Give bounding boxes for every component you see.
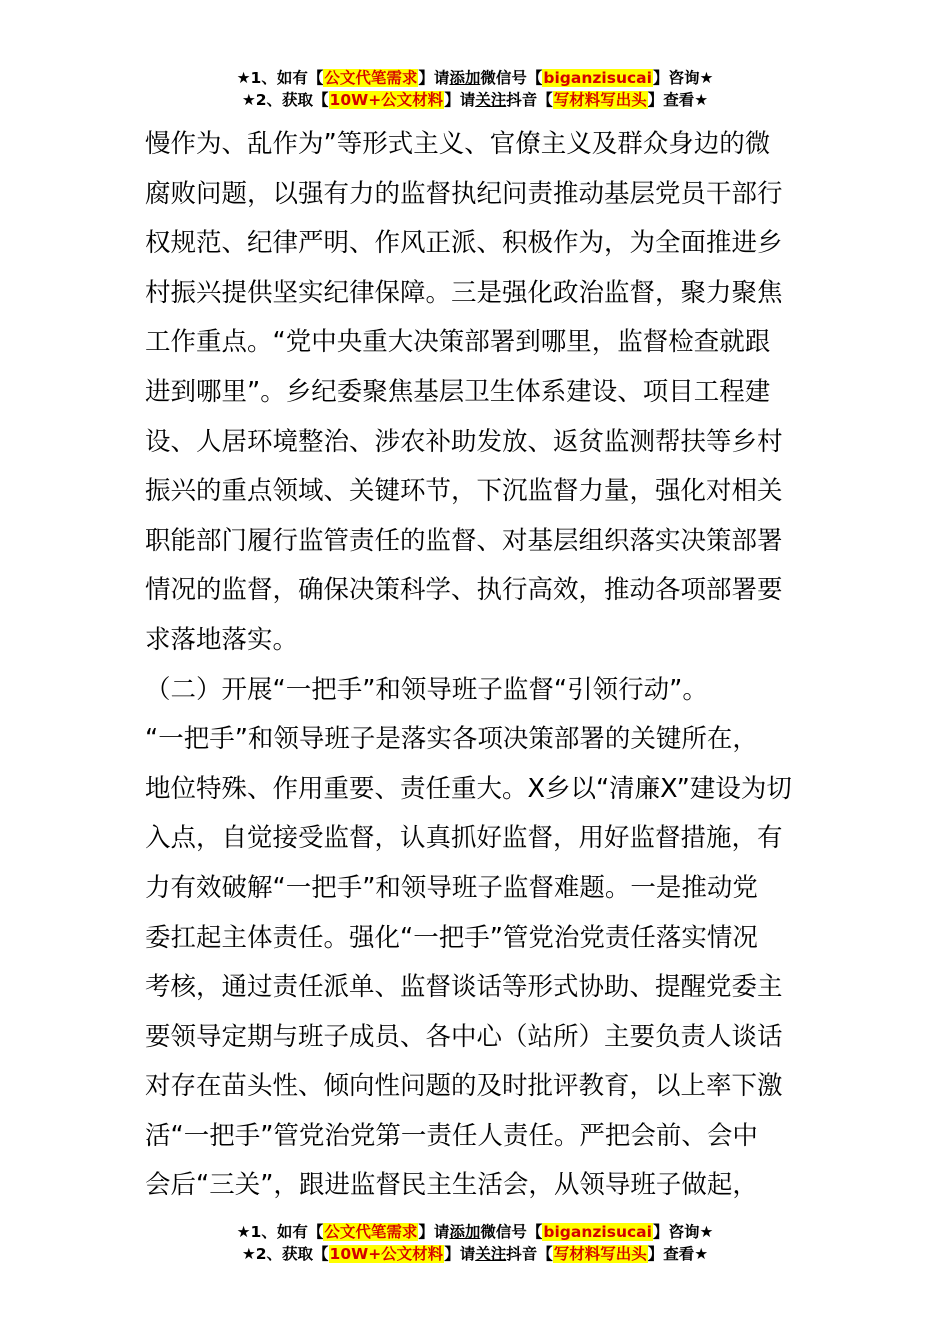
body-line: 振兴的重点领域、关键环节，下沉监督力量，强化对相关 — [145, 476, 783, 507]
header-ad — [0, 67, 950, 111]
body-line: “一把手”和领导班子是落实各项决策部署的关键所在， — [145, 724, 758, 755]
body-line: 考核，通过责任派单、监督谈话等形式协助、提醒党委主 — [145, 972, 783, 1003]
highlight-materials: 10W+公文材料 — [329, 91, 444, 109]
footer-ad-line-1: ★1、如有【公文代笔需求】请添加微信号【biganzisucai】咨询★ — [236, 1223, 714, 1241]
document-body — [145, 120, 815, 1211]
highlight-wechat-id: biganzisucai — [543, 1223, 652, 1241]
body-line: 对存在苗头性、倾向性问题的及时批评教育，以上率下激 — [145, 1071, 783, 1102]
body-line: 权规范、纪律严明、作风正派、积极作为，为全面推进乡 — [145, 228, 783, 259]
body-line: 委扛起主体责任。强化“一把手”管党治党责任落实情况 — [145, 922, 758, 953]
body-line: 职能部门履行监管责任的监督、对基层组织落实决策部署 — [145, 525, 783, 556]
highlight-wechat-id: biganzisucai — [543, 69, 652, 87]
highlight-service: 公文代笔需求 — [324, 1223, 418, 1241]
body-line: 情况的监督，确保决策科学、执行高效，推动各项部署要 — [145, 575, 783, 606]
highlight-douyin: 写材料写出头 — [553, 1245, 647, 1263]
body-line: 工作重点。“党中央重大决策部署到哪里，监督检查就跟 — [145, 327, 771, 358]
body-line: 活“一把手”管党治党第一责任人责任。严把会前、会中 — [145, 1120, 758, 1151]
body-line: 进到哪里”。乡纪委聚焦基层卫生体系建设、项目工程建 — [145, 376, 771, 407]
body-line: 会后“三关”，跟进监督民主生活会，从领导班子做起， — [145, 1170, 758, 1201]
highlight-douyin: 写材料写出头 — [553, 91, 647, 109]
body-line: 地位特殊、作用重要、责任重大。X乡以“清廉X”建设为切 — [145, 773, 792, 804]
body-line: 腐败问题，以强有力的监督执纪问责推动基层党员干部行 — [145, 178, 783, 209]
footer-ad-line-2: ★2、获取【10W+公文材料】请关注抖音【写材料写出头】查看★ — [241, 1245, 709, 1263]
section-heading: （二）开展“一把手”和领导班子监督“引领行动”。 — [145, 674, 708, 705]
body-line: 慢作为、乱作为”等形式主义、官僚主义及群众身边的微 — [145, 129, 771, 159]
body-line: 要领导定期与班子成员、各中心（站所）主要负责人谈话 — [145, 1021, 783, 1052]
body-line: 求落地落实。 — [145, 624, 299, 655]
body-line: 入点，自觉接受监督，认真抓好监督，用好监督措施，有 — [145, 823, 783, 854]
header-ad-line-2: ★2、获取【10W+公文材料】请关注抖音【写材料写出头】查看★ — [241, 91, 709, 109]
footer-ad — [0, 1221, 950, 1265]
highlight-service: 公文代笔需求 — [324, 69, 418, 87]
body-line: 村振兴提供坚实纪律保障。三是强化政治监督，聚力聚焦 — [145, 277, 783, 308]
highlight-materials: 10W+公文材料 — [329, 1245, 444, 1263]
body-line: 力有效破解“一把手”和领导班子监督难题。一是推动党 — [145, 872, 758, 903]
body-line: 设、人居环境整治、涉农补助发放、返贫监测帮扶等乡村 — [145, 426, 783, 457]
header-ad-line-1: ★1、如有【公文代笔需求】请添加微信号【biganzisucai】咨询★ — [236, 69, 714, 87]
